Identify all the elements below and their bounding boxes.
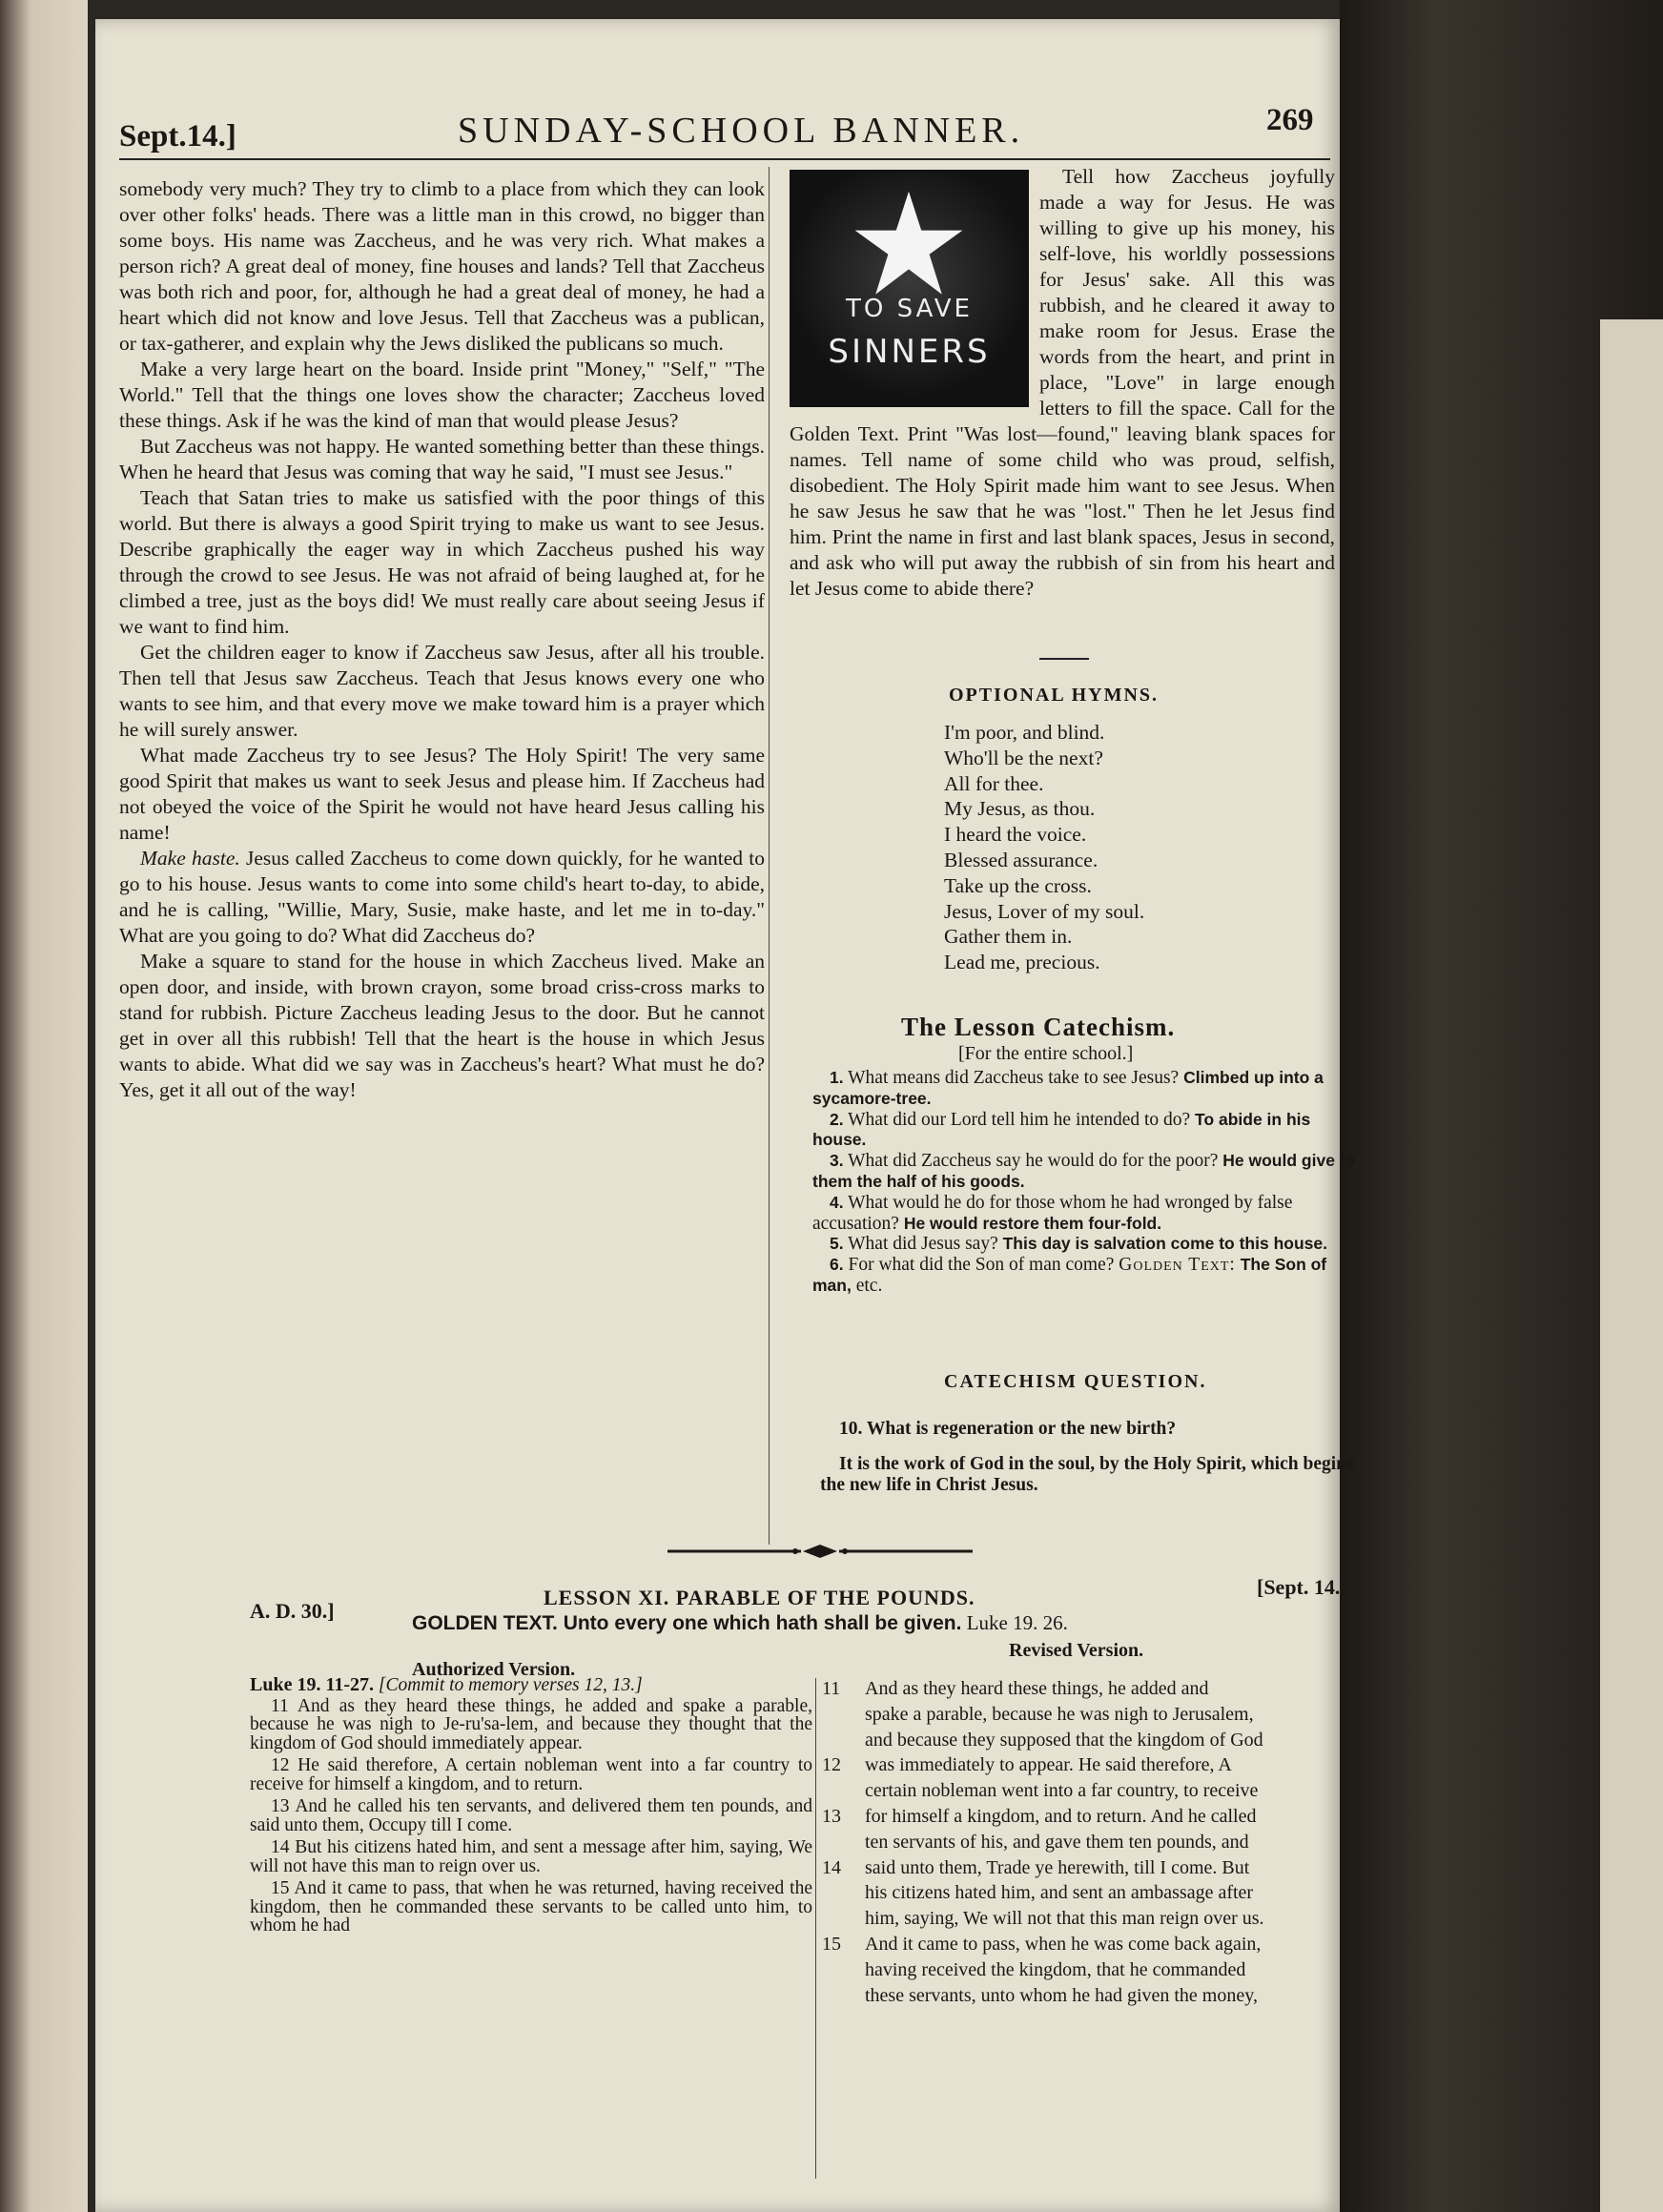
revised-line: 11 And as they heard these things, he added and — [822, 1678, 1209, 1699]
hymn-item: Who'll be the next? — [944, 746, 1103, 769]
lesson-year: A. D. 30.] — [250, 1599, 335, 1623]
golden-text-label: GOLDEN TEXT. — [412, 1612, 558, 1634]
verse: 13 And he called his ten servants, and delivered them ten pounds, and said unto them, Occupy till I come. — [250, 1796, 812, 1835]
paragraph: Teach that Satan tries to make us satisfied with the poor things of this world. But there is always a good Spirit trying to make us want to see Jesus. Describe graphically the eager way in which Zaccheus pushed his way through the crowd to see Jesus. He was not afraid of being laughed at, for he climbed a tree, just as the boys did! We must really care about seeing Jesus if we want to find him. — [119, 486, 765, 638]
catechism-answer: He would restore them four-fold. — [903, 1213, 1162, 1233]
revised-version-text — [822, 1676, 1342, 2008]
hymn-item: My Jesus, as thou. — [944, 797, 1096, 821]
header-date: Sept.14.] — [119, 119, 236, 154]
golden-text-line — [412, 1611, 1068, 1635]
revised-line: 14 said unto them, Trade ye herewith, till I come. But — [822, 1856, 1250, 1878]
paragraph: Get the children eager to know if Zaccheus saw Jesus, after all his trouble. Then tell that Jesus saw Zaccheus. Teach that Jesus knows every one who wants to see him, and that every move we make toward him is a prayer which he will surely answer. — [119, 641, 765, 741]
catechism-item: 2. What did our Lord tell him he intended to do? To abide in his house. — [812, 1109, 1311, 1150]
hymn-item: I'm poor, and blind. — [944, 721, 1105, 744]
make-haste-text: Jesus called Zaccheus to come down quickly, for he wanted to go to his house. Jesus wants to come into some child's heart to-day, to abide, and he is calling, "Willie, Mary, Susie, make haste, and let me in to-day." What are you going to do? What did Zaccheus do? — [119, 847, 765, 947]
catechism-answer: Climbed up into a sycamore-tree. — [812, 1068, 1324, 1108]
hymn-item: Take up the cross. — [944, 873, 1092, 897]
column-divider — [769, 167, 770, 1545]
make-haste-italic: Make haste. — [140, 847, 240, 870]
page-number: 269 — [1266, 103, 1314, 137]
catechism-item: 5. What did Jesus say? This day is salvation come to this house. — [830, 1234, 1327, 1255]
verse: 11 And as they heard these things, he added and spake a parable, because he was nigh to Je-ru'sa-lem, and because they thought that the kingdom of God should immediately appear. — [250, 1695, 812, 1753]
publication-title: SUNDAY-SCHOOL BANNER. — [458, 111, 1025, 151]
lesson-date: [Sept. 14. — [1257, 1575, 1341, 1599]
paragraph: What made Zaccheus try to see Jesus? The Holy Spirit! The very same good Spirit that makes us want to seek Jesus and please him. If Zaccheus had not obeyed the voice of the Spirit he would not have heard Jesus calling his name! — [119, 744, 765, 844]
paragraph-make-haste — [119, 846, 765, 949]
revised-line: certain nobleman went into a far country, to receive — [865, 1780, 1259, 1802]
catechism-answer: The Son of man, — [812, 1255, 1327, 1295]
revised-line: his citizens hated him, and sent an ambassage after — [865, 1882, 1254, 1904]
lesson-catechism-subtitle: [For the entire school.] — [958, 1043, 1134, 1064]
catechism-answer: He would give to them the half of his goods. — [812, 1151, 1356, 1191]
authorized-version-text — [250, 1676, 812, 1939]
revised-line: 15 And it came to pass, when he was come back again, — [822, 1933, 1262, 1955]
paragraph: Make a square to stand for the house in which Zaccheus lived. Make an open door, and inside, with brown crayon, some broad criss-cross marks to stand for rubbish. Picture Zaccheus leading Jesus to the door. But he cannot get in over all this rubbish! Tell that the heart is the house in which Jesus wants to abide. What did we say was in Zaccheus's heart? What must he do? Yes, get it all out of the way! — [119, 950, 765, 1101]
header-rule — [119, 158, 1330, 160]
right-column-text — [790, 164, 1335, 602]
paragraph: somebody very much? They try to climb to a place from which they can look over other folks' heads. There was a little man in this crowd, no bigger than some boys. His name was Zaccheus, and he was very rich. What makes a person rich? A great deal of money, fine houses and lands? Tell that Zaccheus was both rich and poor, for, although he had a great deal of money, he had a heart which did not know and love Jesus. Tell that Zaccheus was a publican, or tax-gatherer, and explain why the Jews disliked the publicans so much. — [119, 177, 765, 355]
background-card — [1600, 319, 1663, 2212]
revised-version-heading: Revised Version. — [1009, 1640, 1144, 1661]
catechism-answer: This day is salvation come to this house. — [1002, 1234, 1327, 1254]
hymn-item: Gather them in. — [944, 925, 1073, 949]
lesson-catechism — [812, 1068, 1356, 1297]
lesson-catechism-title: The Lesson Catechism. — [901, 1013, 1176, 1041]
revised-line: him, saying, We will not that this man reign over us. — [865, 1908, 1264, 1930]
ornamental-divider — [658, 1537, 982, 1566]
paragraph: Make a very large heart on the board. Inside print "Money," "Self," "The World." Tell that the things one loves show the character; Zaccheus loved these things. Ask if he was the kind of man that would please Jesus? — [119, 358, 765, 432]
section-rule — [1039, 658, 1089, 660]
catechism-answer-text: It is the work of God in the soul, by the Holy Spirit, which begins the new life in Christ Jesus. — [820, 1454, 1354, 1495]
hymn-list — [944, 720, 1144, 975]
authorized-version-heading: Authorized Version. — [412, 1659, 576, 1680]
hymn-item: I heard the voice. — [944, 823, 1087, 847]
scripture-reference: Luke 19. 11-27. [Commit to memory verses 12, 13.] — [250, 1674, 643, 1695]
illustration-line-2: SINNERS — [828, 333, 991, 371]
lesson-title: LESSON XI. PARABLE OF THE POUNDS. — [544, 1586, 975, 1609]
catechism-item: 4. What would he do for those whom he had wronged by false accusation? He would restore them four-fold. — [812, 1192, 1293, 1234]
revised-line: 13 for himself a kingdom, and to return. And he called — [822, 1805, 1257, 1827]
golden-text-label: Golden Text: — [1119, 1255, 1236, 1276]
revised-line: ten servants of his, and gave them ten pounds, and — [865, 1831, 1249, 1853]
catechism-item: 3. What did Zaccheus say he would do for the poor? He would give to them the half of his goods. — [812, 1151, 1356, 1191]
revised-line: having received the kingdom, that he commanded — [865, 1958, 1246, 1980]
paragraph: But Zaccheus was not happy. He wanted something better than these things. When he heard that Jesus was coming that way he said, "I must see Jesus." — [119, 435, 765, 483]
memory-verses-note: [Commit to memory verses 12, 13.] — [378, 1675, 643, 1695]
revised-line: 12 was immediately to appear. He said therefore, A — [822, 1754, 1232, 1776]
verse: 12 He said therefore, A certain nobleman went into a far country to receive for himself a kingdom, and to return. — [250, 1755, 812, 1794]
hymn-item: Jesus, Lover of my soul. — [944, 899, 1145, 923]
adjacent-page-edge — [0, 0, 88, 2212]
hymn-item: Lead me, precious. — [944, 951, 1100, 974]
catechism-question-title: CATECHISM QUESTION. — [944, 1371, 1207, 1392]
catechism-item: 6. For what did the Son of man come? Golden Text: The Son of man, etc. — [812, 1255, 1327, 1296]
hymn-item: Blessed assurance. — [944, 848, 1098, 871]
revised-line: these servants, unto whom he had given the money, — [865, 1984, 1258, 2006]
verse: 14 But his citizens hated him, and sent a message after him, saying, We will not have this man to reign over us. — [250, 1837, 812, 1876]
revised-line: and because they supposed that the kingdom of God — [865, 1729, 1263, 1751]
golden-text-ref: Luke 19. 26. — [961, 1611, 1068, 1634]
paragraph: Tell how Zaccheus joyfully made a way for Jesus. He was willing to give up his money, his self-love, his worldly possessions for Jesus' sake. All this was rubbish, and he cleared it away to make room for Jesus. Erase the words from the heart, and print in place, "Love" in large enough letters to fill the space. Call for the Golden Text. Print "Was lost—found," leaving blank spaces for names. Tell name of some child who was proud, selfish, disobedient. The Holy Spirit made him want to see Jesus. When he saw Jesus he saw that he was "lost." Then he let Jesus find him. Print the name in first and last blank spaces, Jesus in second, and ask who will put away the rubbish of sin from his heart and let Jesus come to abide there? — [790, 165, 1335, 600]
catechism-item: 1. What means did Zaccheus take to see Jesus? Climbed up into a sycamore-tree. — [812, 1068, 1324, 1108]
revised-line: spake a parable, because he was nigh to Jerusalem, — [865, 1703, 1254, 1725]
hymn-item: All for thee. — [944, 771, 1044, 795]
catechism-answer: To abide in his house. — [812, 1109, 1311, 1150]
catechism-question: 10. What is regeneration or the new birth? — [839, 1419, 1177, 1439]
left-column — [119, 176, 765, 1103]
illustration-line-1: TO SAVE — [846, 295, 973, 323]
version-divider — [815, 1678, 816, 2179]
verse: 15 And it came to pass, that when he was returned, having received the kingdom, then he commanded these servants to be called unto him, to whom he had — [250, 1878, 812, 1936]
optional-hymns-title: OPTIONAL HYMNS. — [949, 685, 1160, 706]
golden-text: Unto every one which hath shall be given. — [557, 1612, 962, 1634]
